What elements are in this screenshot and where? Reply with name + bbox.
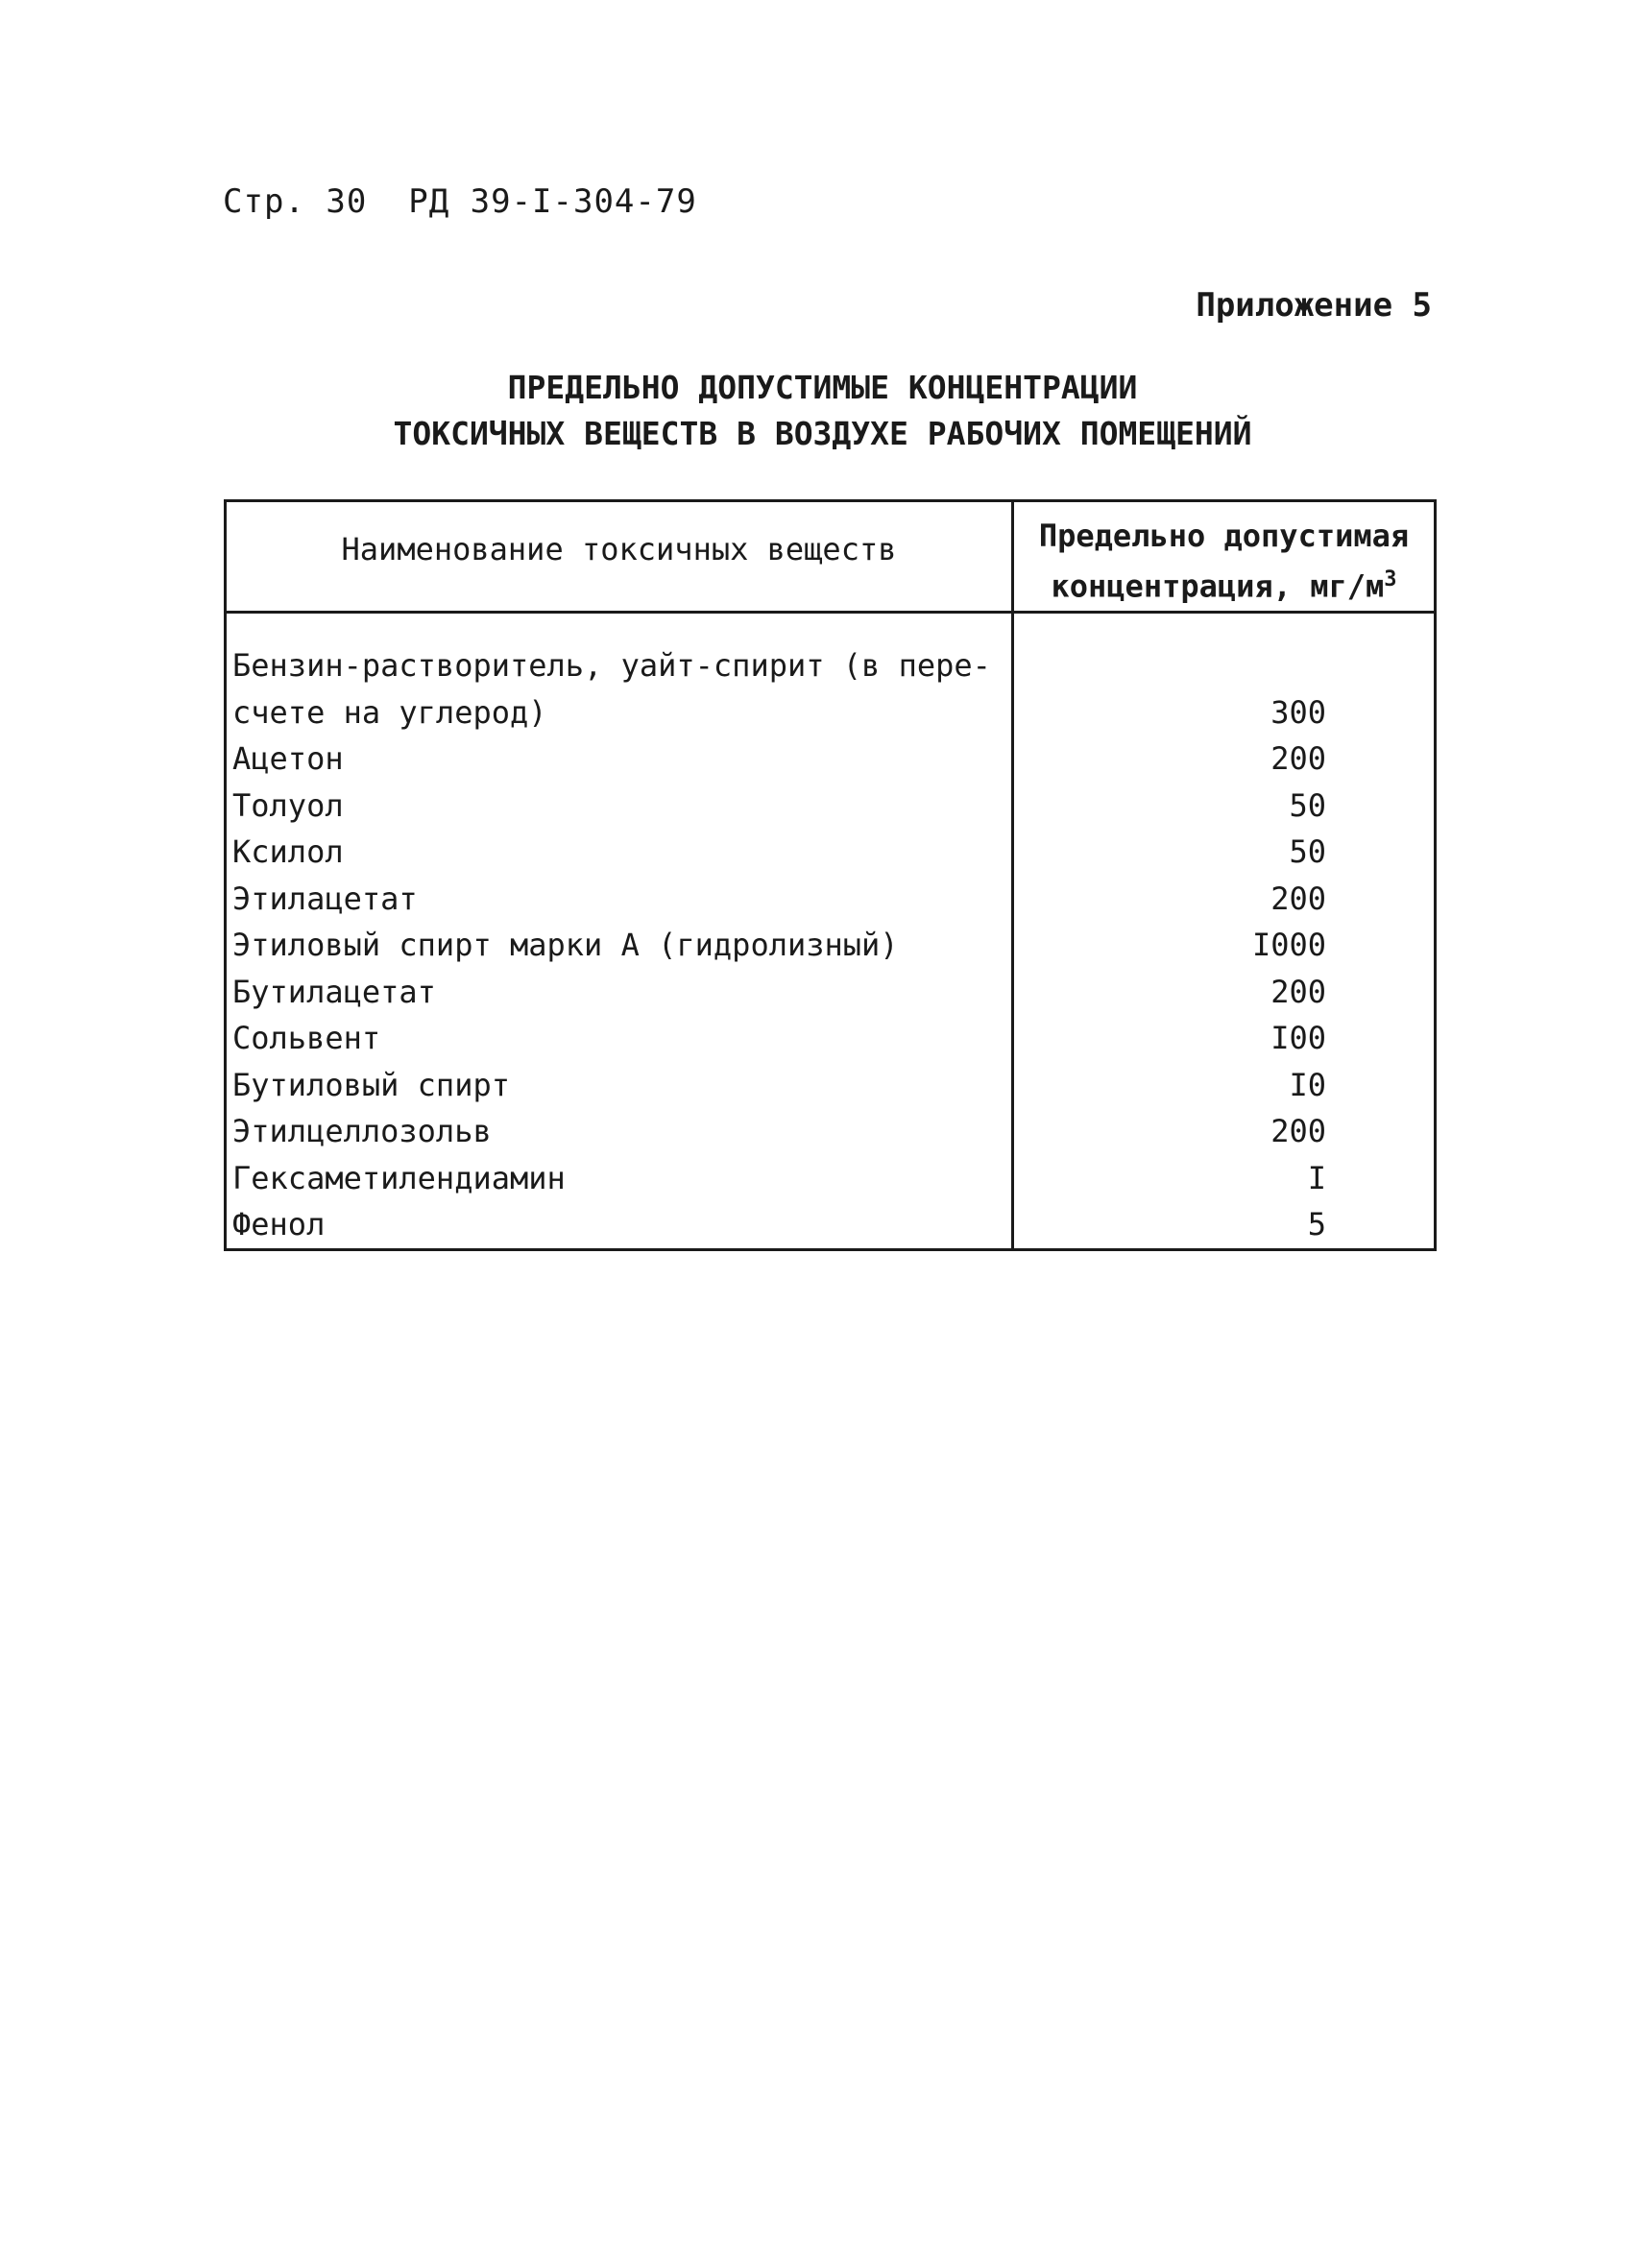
concentration-value: 200: [1270, 880, 1326, 917]
substance-name: Этилцеллозольв: [232, 1113, 492, 1149]
concentration-value: 200: [1270, 973, 1326, 1010]
appendix-label: Приложение 5: [1196, 286, 1432, 325]
substance-name: Бутилацетат: [232, 973, 436, 1010]
table-row: [227, 1155, 1434, 1202]
substance-name: Толуол: [232, 786, 344, 824]
substance-name: Бутиловый спирт: [232, 1066, 510, 1103]
table-row: [227, 736, 1434, 783]
table-row: [227, 1015, 1434, 1062]
table-row: [227, 922, 1434, 969]
column-header-unit: концентрация, мг/м: [1051, 567, 1385, 605]
concentration-table: [224, 499, 1437, 1251]
table-row: [227, 1201, 1434, 1248]
substance-name: Гексаметилендиамин: [232, 1159, 566, 1196]
concentration-value: 200: [1270, 1113, 1326, 1149]
substance-name: Этиловый спирт марки А (гидролизный): [232, 927, 899, 963]
table-row: [227, 876, 1434, 923]
unit-superscript: 3: [1384, 567, 1397, 591]
concentration-value: I000: [1251, 927, 1326, 963]
substance-name: Ацетон: [232, 740, 344, 777]
substance-name: счете на углерод): [232, 693, 547, 731]
concentration-value: I00: [1270, 1020, 1326, 1056]
concentration-value: 50: [1289, 786, 1326, 824]
page-reference: Стр. 30 РД 39-I-304-79: [223, 182, 697, 221]
concentration-value: 5: [1307, 1206, 1326, 1243]
table-body: [227, 642, 1434, 1248]
table-row: [227, 1062, 1434, 1109]
column-header-concentration: [1014, 514, 1434, 609]
column-header-substance: Наименование токсичных веществ: [341, 531, 897, 567]
substance-name: Этилацетат: [232, 880, 418, 917]
table-row: [227, 969, 1434, 1016]
table-row: [227, 829, 1434, 876]
concentration-value: I0: [1289, 1066, 1326, 1103]
concentration-value: 300: [1270, 693, 1326, 731]
substance-name: Ксилол: [232, 833, 344, 870]
substance-name: Сольвент: [232, 1020, 381, 1056]
document-title-line-2: ТОКСИЧНЫХ ВЕЩЕСТВ В ВОЗДУХЕ РАБОЧИХ ПОМЕЩЕНИЙ: [393, 415, 1252, 452]
column-header-concentration-line-1: Предельно допустимая: [1038, 518, 1410, 554]
concentration-value: 50: [1289, 833, 1326, 870]
table-row: [227, 689, 1434, 736]
substance-name: Фенол: [232, 1206, 326, 1243]
table-row: [227, 642, 1434, 689]
header-divider: [227, 611, 1434, 614]
concentration-value: I: [1307, 1159, 1326, 1196]
concentration-value: 200: [1270, 740, 1326, 777]
column-header-concentration-line-2: [1014, 558, 1434, 609]
document-title-line-1: ПРЕДЕЛЬНО ДОПУСТИМЫЕ КОНЦЕНТРАЦИИ: [507, 369, 1138, 406]
substance-name: Бензин-растворитель, уайт-спирит (в пере-: [232, 647, 991, 684]
table-row: [227, 783, 1434, 830]
table-row: [227, 1108, 1434, 1155]
